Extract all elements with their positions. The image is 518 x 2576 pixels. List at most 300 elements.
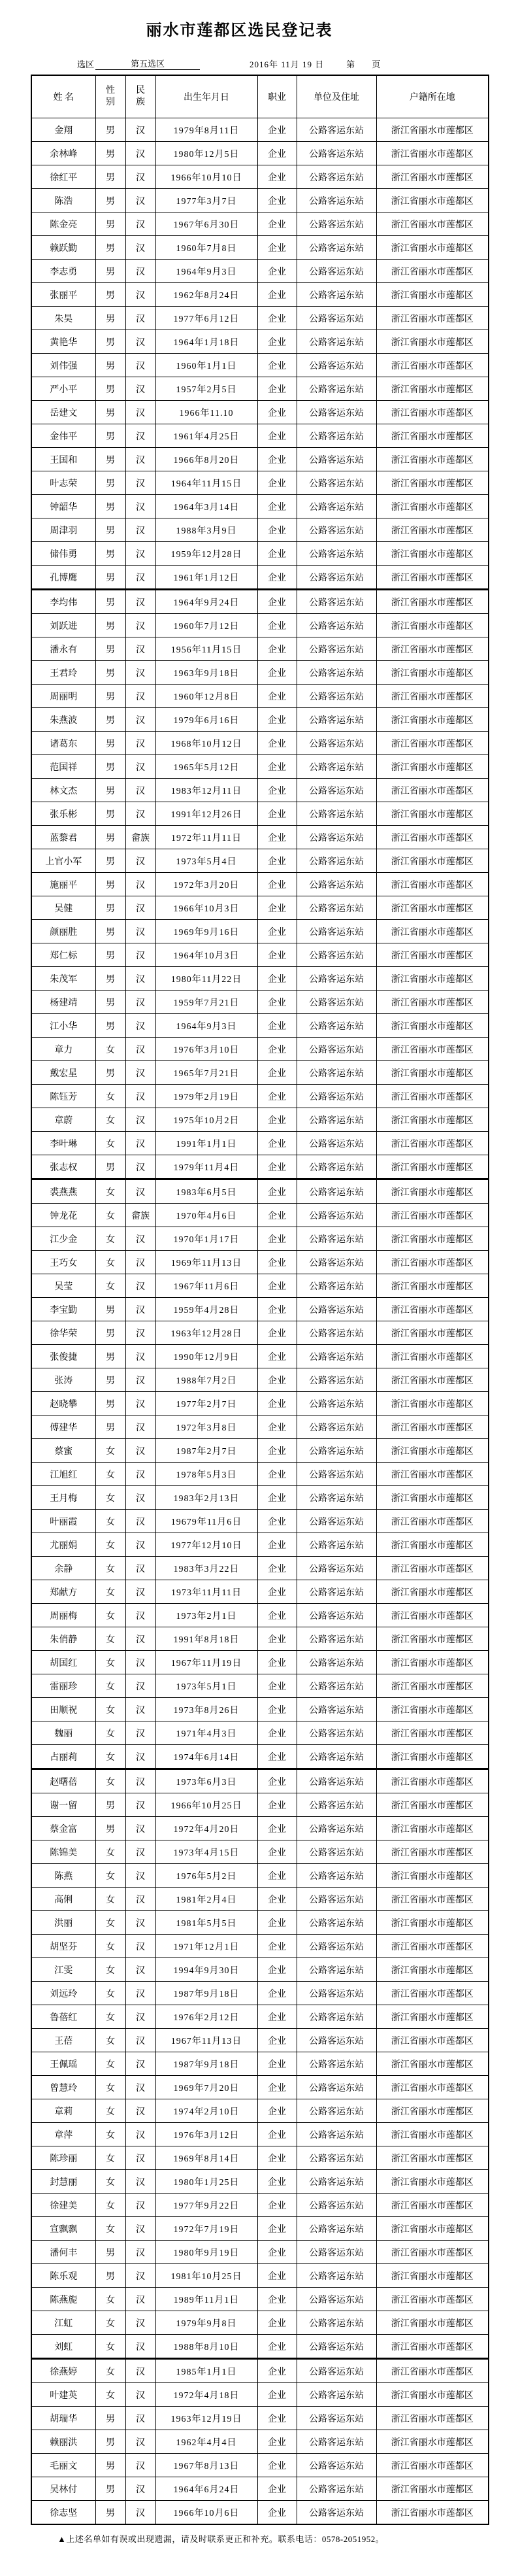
- occupation-cell: 企业: [257, 424, 297, 448]
- ethnicity-cell: 汉: [125, 1463, 155, 1486]
- name-cell: 戴宏星: [31, 1061, 95, 1085]
- table-row: [31, 2123, 489, 2146]
- ethnicity-cell: 汉: [125, 2335, 155, 2359]
- ethnicity-cell: 汉: [125, 1108, 155, 1132]
- ethnicity-cell: 汉: [125, 354, 155, 377]
- name-cell: 李志勇: [31, 260, 95, 283]
- table-row: [31, 260, 489, 283]
- name-cell: 张涛: [31, 1368, 95, 1392]
- table-row: [31, 991, 489, 1014]
- table-row: [31, 1864, 489, 1888]
- table-row: [31, 1982, 489, 2005]
- name-cell: 郑仁标: [31, 943, 95, 967]
- name-cell: 江旭红: [31, 1463, 95, 1486]
- registry-cell: 浙江省丽水市莲都区: [376, 566, 489, 590]
- unit-address-cell: 公路客运东站: [297, 1651, 376, 1674]
- birthdate-cell: 1987年2月7日: [155, 1439, 257, 1463]
- registry-cell: 浙江省丽水市莲都区: [376, 1463, 489, 1486]
- registry-cell: 浙江省丽水市莲都区: [376, 2241, 489, 2264]
- unit-address-cell: 公路客运东站: [297, 849, 376, 873]
- name-cell: 朱茂军: [31, 967, 95, 991]
- registry-cell: 浙江省丽水市莲都区: [376, 614, 489, 637]
- sex-cell: 女: [95, 1227, 125, 1251]
- occupation-cell: 企业: [257, 307, 297, 330]
- table-row: [31, 1935, 489, 1958]
- registry-cell: 浙江省丽水市莲都区: [376, 448, 489, 471]
- name-cell: 陈锦美: [31, 1840, 95, 1864]
- occupation-cell: 企业: [257, 1721, 297, 1745]
- name-cell: 魏丽: [31, 1721, 95, 1745]
- column-header-sex: 性别: [95, 75, 125, 118]
- occupation-cell: 企业: [257, 1580, 297, 1604]
- ethnicity-cell: 汉: [125, 1557, 155, 1580]
- ethnicity-cell: 汉: [125, 2311, 155, 2335]
- ethnicity-cell: 汉: [125, 779, 155, 802]
- registry-cell: 浙江省丽水市莲都区: [376, 1345, 489, 1368]
- unit-address-cell: 公路客运东站: [297, 330, 376, 354]
- birthdate-cell: 1987年9月18日: [155, 2052, 257, 2076]
- birthdate-cell: 1967年11月19日: [155, 1651, 257, 1674]
- birthdate-cell: 1973年11月11日: [155, 1580, 257, 1604]
- ethnicity-cell: 汉: [125, 967, 155, 991]
- registry-cell: 浙江省丽水市莲都区: [376, 685, 489, 708]
- unit-address-cell: 公路客运东站: [297, 1982, 376, 2005]
- ethnicity-cell: 汉: [125, 1651, 155, 1674]
- registry-cell: 浙江省丽水市莲都区: [376, 1721, 489, 1745]
- sex-cell: 男: [95, 1014, 125, 1038]
- occupation-cell: 企业: [257, 236, 297, 260]
- table-row: [31, 614, 489, 637]
- registry-cell: 浙江省丽水市莲都区: [376, 1274, 489, 1298]
- birthdate-cell: 1964年11月15日: [155, 471, 257, 495]
- table-row: [31, 2335, 489, 2359]
- birthdate-cell: 1983年6月5日: [155, 1179, 257, 1204]
- ethnicity-cell: 汉: [125, 873, 155, 896]
- ethnicity-cell: 汉: [125, 2123, 155, 2146]
- sex-cell: 男: [95, 779, 125, 802]
- name-cell: 占丽莉: [31, 1745, 95, 1769]
- name-cell: 章萍: [31, 2123, 95, 2146]
- table-row: [31, 826, 489, 849]
- birthdate-cell: 1972年4月18日: [155, 2383, 257, 2407]
- table-row: [31, 1793, 489, 1817]
- ethnicity-cell: 汉: [125, 401, 155, 424]
- birthdate-cell: 1965年7月21日: [155, 1061, 257, 1085]
- name-cell: 田顺祝: [31, 1698, 95, 1721]
- unit-address-cell: 公路客运东站: [297, 1179, 376, 1204]
- table-row: [31, 779, 489, 802]
- table-row: [31, 1888, 489, 1911]
- birthdate-cell: 1983年2月13日: [155, 1486, 257, 1510]
- name-cell: 刘跃进: [31, 614, 95, 637]
- occupation-cell: 企业: [257, 1888, 297, 1911]
- birthdate-cell: 1973年4月15日: [155, 1840, 257, 1864]
- birthdate-cell: 1967年11月13日: [155, 2029, 257, 2052]
- ethnicity-cell: 汉: [125, 1935, 155, 1958]
- table-row: [31, 2217, 489, 2241]
- occupation-cell: 企业: [257, 2005, 297, 2029]
- occupation-cell: 企业: [257, 1132, 297, 1155]
- unit-address-cell: 公路客运东站: [297, 1627, 376, 1651]
- unit-address-cell: 公路客运东站: [297, 2383, 376, 2407]
- registry-cell: 浙江省丽水市莲都区: [376, 165, 489, 189]
- unit-address-cell: 公路客运东站: [297, 1935, 376, 1958]
- sex-cell: 女: [95, 1911, 125, 1935]
- registry-cell: 浙江省丽水市莲都区: [376, 1368, 489, 1392]
- occupation-cell: 企业: [257, 661, 297, 685]
- registry-cell: 浙江省丽水市莲都区: [376, 1888, 489, 1911]
- birthdate-cell: 1973年6月3日: [155, 1769, 257, 1793]
- sex-cell: 男: [95, 1415, 125, 1439]
- name-cell: 宣飘飘: [31, 2217, 95, 2241]
- table-row: [31, 1085, 489, 1108]
- name-cell: 周丽梅: [31, 1604, 95, 1627]
- birthdate-cell: 1977年9月22日: [155, 2194, 257, 2217]
- name-cell: 黄艳华: [31, 330, 95, 354]
- sex-cell: 女: [95, 2052, 125, 2076]
- occupation-cell: 企业: [257, 2146, 297, 2170]
- birthdate-cell: 1967年11月6日: [155, 1274, 257, 1298]
- occupation-cell: 企业: [257, 1745, 297, 1769]
- occupation-cell: 企业: [257, 1864, 297, 1888]
- unit-address-cell: 公路客运东站: [297, 1769, 376, 1793]
- ethnicity-cell: 汉: [125, 142, 155, 165]
- sex-cell: 女: [95, 2076, 125, 2099]
- sex-cell: 女: [95, 1698, 125, 1721]
- header-row: [31, 75, 489, 118]
- unit-address-cell: 公路客运东站: [297, 2146, 376, 2170]
- table-row: [31, 1510, 489, 1533]
- unit-address-cell: 公路客运东站: [297, 802, 376, 826]
- name-cell: 陈燕: [31, 1864, 95, 1888]
- occupation-cell: 企业: [257, 614, 297, 637]
- name-cell: 章蔚: [31, 1108, 95, 1132]
- name-cell: 岳建文: [31, 401, 95, 424]
- table-row: [31, 1486, 489, 1510]
- ethnicity-cell: 汉: [125, 732, 155, 755]
- occupation-cell: 企业: [257, 2477, 297, 2501]
- ethnicity-cell: 汉: [125, 685, 155, 708]
- name-cell: 徐红平: [31, 165, 95, 189]
- birthdate-cell: 1964年9月3日: [155, 1014, 257, 1038]
- column-header-unit-address: 单位及住址: [297, 75, 376, 118]
- ethnicity-cell: 汉: [125, 448, 155, 471]
- registry-cell: 浙江省丽水市莲都区: [376, 637, 489, 661]
- sex-cell: 男: [95, 448, 125, 471]
- ethnicity-cell: 汉: [125, 1958, 155, 1982]
- name-cell: 封慧丽: [31, 2170, 95, 2194]
- table-row: [31, 2430, 489, 2454]
- registry-cell: 浙江省丽水市莲都区: [376, 2359, 489, 2383]
- ethnicity-cell: 汉: [125, 1982, 155, 2005]
- unit-address-cell: 公路客运东站: [297, 518, 376, 542]
- ethnicity-cell: 汉: [125, 1251, 155, 1274]
- name-cell: 李宝勤: [31, 1298, 95, 1321]
- sex-cell: 女: [95, 1769, 125, 1793]
- sex-cell: 男: [95, 189, 125, 212]
- unit-address-cell: 公路客运东站: [297, 2052, 376, 2076]
- birthdate-cell: 1979年2月19日: [155, 1085, 257, 1108]
- unit-address-cell: 公路客运东站: [297, 1204, 376, 1227]
- unit-address-cell: 公路客运东站: [297, 1439, 376, 1463]
- occupation-cell: 企业: [257, 732, 297, 755]
- sex-cell: 女: [95, 2146, 125, 2170]
- table-row: [31, 566, 489, 590]
- ethnicity-cell: 汉: [125, 260, 155, 283]
- birthdate-cell: 1991年12月26日: [155, 802, 257, 826]
- occupation-cell: 企业: [257, 2264, 297, 2288]
- sex-cell: 女: [95, 1533, 125, 1557]
- ethnicity-cell: 汉: [125, 495, 155, 518]
- name-cell: 陈乐观: [31, 2264, 95, 2288]
- name-cell: 张志权: [31, 1155, 95, 1179]
- occupation-cell: 企业: [257, 826, 297, 849]
- registry-cell: 浙江省丽水市莲都区: [376, 142, 489, 165]
- name-cell: 徐建美: [31, 2194, 95, 2217]
- sex-cell: 女: [95, 2123, 125, 2146]
- sex-cell: 男: [95, 2454, 125, 2477]
- name-cell: 余静: [31, 1557, 95, 1580]
- name-cell: 叶丽霞: [31, 1510, 95, 1533]
- sex-cell: 女: [95, 2288, 125, 2311]
- birthdate-cell: 1970年4月6日: [155, 1204, 257, 1227]
- table-row: [31, 1627, 489, 1651]
- sex-cell: 女: [95, 1982, 125, 2005]
- registry-cell: 浙江省丽水市莲都区: [376, 354, 489, 377]
- birthdate-cell: 1961年1月12日: [155, 566, 257, 590]
- registry-cell: 浙江省丽水市莲都区: [376, 1840, 489, 1864]
- unit-address-cell: 公路客运东站: [297, 471, 376, 495]
- unit-address-cell: 公路客运东站: [297, 2311, 376, 2335]
- registry-cell: 浙江省丽水市莲都区: [376, 518, 489, 542]
- unit-address-cell: 公路客运东站: [297, 2335, 376, 2359]
- unit-address-cell: 公路客运东站: [297, 1698, 376, 1721]
- birthdate-cell: 1973年8月26日: [155, 1698, 257, 1721]
- unit-address-cell: 公路客运东站: [297, 165, 376, 189]
- sex-cell: 男: [95, 1345, 125, 1368]
- sex-cell: 男: [95, 495, 125, 518]
- unit-address-cell: 公路客运东站: [297, 2407, 376, 2430]
- birthdate-cell: 1988年7月2日: [155, 1368, 257, 1392]
- table-row: [31, 1038, 489, 1061]
- unit-address-cell: 公路客运东站: [297, 2477, 376, 2501]
- ethnicity-cell: 汉: [125, 708, 155, 732]
- registry-cell: 浙江省丽水市莲都区: [376, 1604, 489, 1627]
- registry-cell: 浙江省丽水市莲都区: [376, 212, 489, 236]
- sex-cell: 女: [95, 1721, 125, 1745]
- occupation-cell: 企业: [257, 1463, 297, 1486]
- occupation-cell: 企业: [257, 1486, 297, 1510]
- registry-cell: 浙江省丽水市莲都区: [376, 2477, 489, 2501]
- table-row: [31, 1392, 489, 1415]
- table-row: [31, 2407, 489, 2430]
- registry-cell: 浙江省丽水市莲都区: [376, 1958, 489, 1982]
- registry-cell: 浙江省丽水市莲都区: [376, 471, 489, 495]
- table-row: [31, 1580, 489, 1604]
- sex-cell: 女: [95, 1463, 125, 1486]
- sex-cell: 女: [95, 2311, 125, 2335]
- unit-address-cell: 公路客运东站: [297, 1911, 376, 1935]
- name-cell: 杨建靖: [31, 991, 95, 1014]
- name-cell: 雷丽珍: [31, 1674, 95, 1698]
- birthdate-cell: 1966年10月10日: [155, 165, 257, 189]
- table-row: [31, 661, 489, 685]
- occupation-cell: 企业: [257, 1038, 297, 1061]
- ethnicity-cell: 汉: [125, 189, 155, 212]
- sex-cell: 女: [95, 1651, 125, 1674]
- registry-cell: 浙江省丽水市莲都区: [376, 1439, 489, 1463]
- birthdate-cell: 1972年3月20日: [155, 873, 257, 896]
- birthdate-cell: 1959年4月28日: [155, 1298, 257, 1321]
- registry-cell: 浙江省丽水市莲都区: [376, 1769, 489, 1793]
- column-header-birthdate: 出生年月日: [155, 75, 257, 118]
- table-row: [31, 518, 489, 542]
- table-row: [31, 1817, 489, 1840]
- birthdate-cell: 1963年12月19日: [155, 2407, 257, 2430]
- birthdate-cell: 1980年9月19日: [155, 2241, 257, 2264]
- unit-address-cell: 公路客运东站: [297, 212, 376, 236]
- registry-cell: 浙江省丽水市莲都区: [376, 2311, 489, 2335]
- birthdate-cell: 1977年2月7日: [155, 1392, 257, 1415]
- registry-cell: 浙江省丽水市莲都区: [376, 542, 489, 566]
- birthdate-cell: 1962年4月4日: [155, 2430, 257, 2454]
- name-cell: 王国和: [31, 448, 95, 471]
- unit-address-cell: 公路客运东站: [297, 2076, 376, 2099]
- birthdate-cell: 1960年7月8日: [155, 236, 257, 260]
- birthdate-cell: 1967年8月13日: [155, 2454, 257, 2477]
- sex-cell: 女: [95, 2194, 125, 2217]
- unit-address-cell: 公路客运东站: [297, 1817, 376, 1840]
- table-row: [31, 1368, 489, 1392]
- ethnicity-cell: 汉: [125, 1698, 155, 1721]
- birthdate-cell: 19679年11月6日: [155, 1510, 257, 1533]
- ethnicity-cell: 汉: [125, 283, 155, 307]
- district-value: 第五选区: [95, 57, 200, 70]
- occupation-cell: 企业: [257, 1415, 297, 1439]
- registry-cell: 浙江省丽水市莲都区: [376, 590, 489, 614]
- occupation-cell: 企业: [257, 377, 297, 401]
- table-row: [31, 2076, 489, 2099]
- table-row: [31, 1227, 489, 1251]
- registry-cell: 浙江省丽水市莲都区: [376, 779, 489, 802]
- ethnicity-cell: 汉: [125, 2430, 155, 2454]
- ethnicity-cell: 汉: [125, 2454, 155, 2477]
- birthdate-cell: 1976年5月2日: [155, 1864, 257, 1888]
- ethnicity-cell: 汉: [125, 1415, 155, 1439]
- table-row: [31, 330, 489, 354]
- sex-cell: 男: [95, 849, 125, 873]
- sex-cell: 女: [95, 1888, 125, 1911]
- ethnicity-cell: 汉: [125, 1911, 155, 1935]
- occupation-cell: 企业: [257, 2335, 297, 2359]
- table-row: [31, 2029, 489, 2052]
- name-cell: 高俐: [31, 1888, 95, 1911]
- occupation-cell: 企业: [257, 1911, 297, 1935]
- unit-address-cell: 公路客运东站: [297, 732, 376, 755]
- name-cell: 钟龙花: [31, 1204, 95, 1227]
- sex-cell: 男: [95, 732, 125, 755]
- registry-cell: 浙江省丽水市莲都区: [376, 2430, 489, 2454]
- occupation-cell: 企业: [257, 991, 297, 1014]
- ethnicity-cell: 汉: [125, 307, 155, 330]
- name-cell: 叶志荣: [31, 471, 95, 495]
- occupation-cell: 企业: [257, 1651, 297, 1674]
- ethnicity-cell: 汉: [125, 1227, 155, 1251]
- sex-cell: 男: [95, 566, 125, 590]
- ethnicity-cell: 汉: [125, 1085, 155, 1108]
- occupation-cell: 企业: [257, 354, 297, 377]
- birthdate-cell: 1979年11月4日: [155, 1155, 257, 1179]
- table-row: [31, 2052, 489, 2076]
- table-row: [31, 1439, 489, 1463]
- registry-cell: 浙江省丽水市莲都区: [376, 1793, 489, 1817]
- occupation-cell: 企业: [257, 283, 297, 307]
- unit-address-cell: 公路客运东站: [297, 2359, 376, 2383]
- ethnicity-cell: 汉: [125, 2264, 155, 2288]
- unit-address-cell: 公路客运东站: [297, 614, 376, 637]
- name-cell: 章力: [31, 1038, 95, 1061]
- registry-cell: 浙江省丽水市莲都区: [376, 2076, 489, 2099]
- table-row: [31, 708, 489, 732]
- registry-cell: 浙江省丽水市莲都区: [376, 330, 489, 354]
- name-cell: 周津羽: [31, 518, 95, 542]
- registry-cell: 浙江省丽水市莲都区: [376, 755, 489, 779]
- footer-note: ▲上述名单如有误或出现遗漏，请及时联系更正和补充。联系电话：0578-2051952。: [57, 2534, 385, 2544]
- table-row: [31, 165, 489, 189]
- unit-address-cell: 公路客运东站: [297, 2264, 376, 2288]
- occupation-cell: 企业: [257, 779, 297, 802]
- voter-table: [31, 75, 489, 2525]
- birthdate-cell: 1974年2月10日: [155, 2099, 257, 2123]
- registry-cell: 浙江省丽水市莲都区: [376, 1132, 489, 1155]
- sex-cell: 女: [95, 1864, 125, 1888]
- unit-address-cell: 公路客运东站: [297, 637, 376, 661]
- unit-address-cell: 公路客运东站: [297, 2099, 376, 2123]
- table-row: [31, 2264, 489, 2288]
- occupation-cell: 企业: [257, 590, 297, 614]
- occupation-cell: 企业: [257, 2407, 297, 2430]
- occupation-cell: 企业: [257, 566, 297, 590]
- table-row: [31, 1651, 489, 1674]
- ethnicity-cell: 汉: [125, 1155, 155, 1179]
- birthdate-cell: 1980年11月22日: [155, 967, 257, 991]
- ethnicity-cell: 汉: [125, 2288, 155, 2311]
- registry-cell: 浙江省丽水市莲都区: [376, 1155, 489, 1179]
- ethnicity-cell: 汉: [125, 1793, 155, 1817]
- name-cell: 徐志坚: [31, 2501, 95, 2525]
- registry-cell: 浙江省丽水市莲都区: [376, 732, 489, 755]
- column-header-registry: 户籍所在地: [376, 75, 489, 118]
- unit-address-cell: 公路客运东站: [297, 2501, 376, 2525]
- unit-address-cell: 公路客运东站: [297, 542, 376, 566]
- occupation-cell: 企业: [257, 1321, 297, 1345]
- unit-address-cell: 公路客运东站: [297, 755, 376, 779]
- registry-cell: 浙江省丽水市莲都区: [376, 1038, 489, 1061]
- ethnicity-cell: 汉: [125, 2076, 155, 2099]
- registry-cell: 浙江省丽水市莲都区: [376, 2454, 489, 2477]
- occupation-cell: 企业: [257, 495, 297, 518]
- occupation-cell: 企业: [257, 2099, 297, 2123]
- table-row: [31, 1204, 489, 1227]
- occupation-cell: 企业: [257, 2123, 297, 2146]
- unit-address-cell: 公路客运东站: [297, 943, 376, 967]
- unit-address-cell: 公路客运东站: [297, 2170, 376, 2194]
- unit-address-cell: 公路客运东站: [297, 2123, 376, 2146]
- birthdate-cell: 1967年6月30日: [155, 212, 257, 236]
- birthdate-cell: 1980年1月25日: [155, 2170, 257, 2194]
- occupation-cell: 企业: [257, 1698, 297, 1721]
- sex-cell: 男: [95, 896, 125, 920]
